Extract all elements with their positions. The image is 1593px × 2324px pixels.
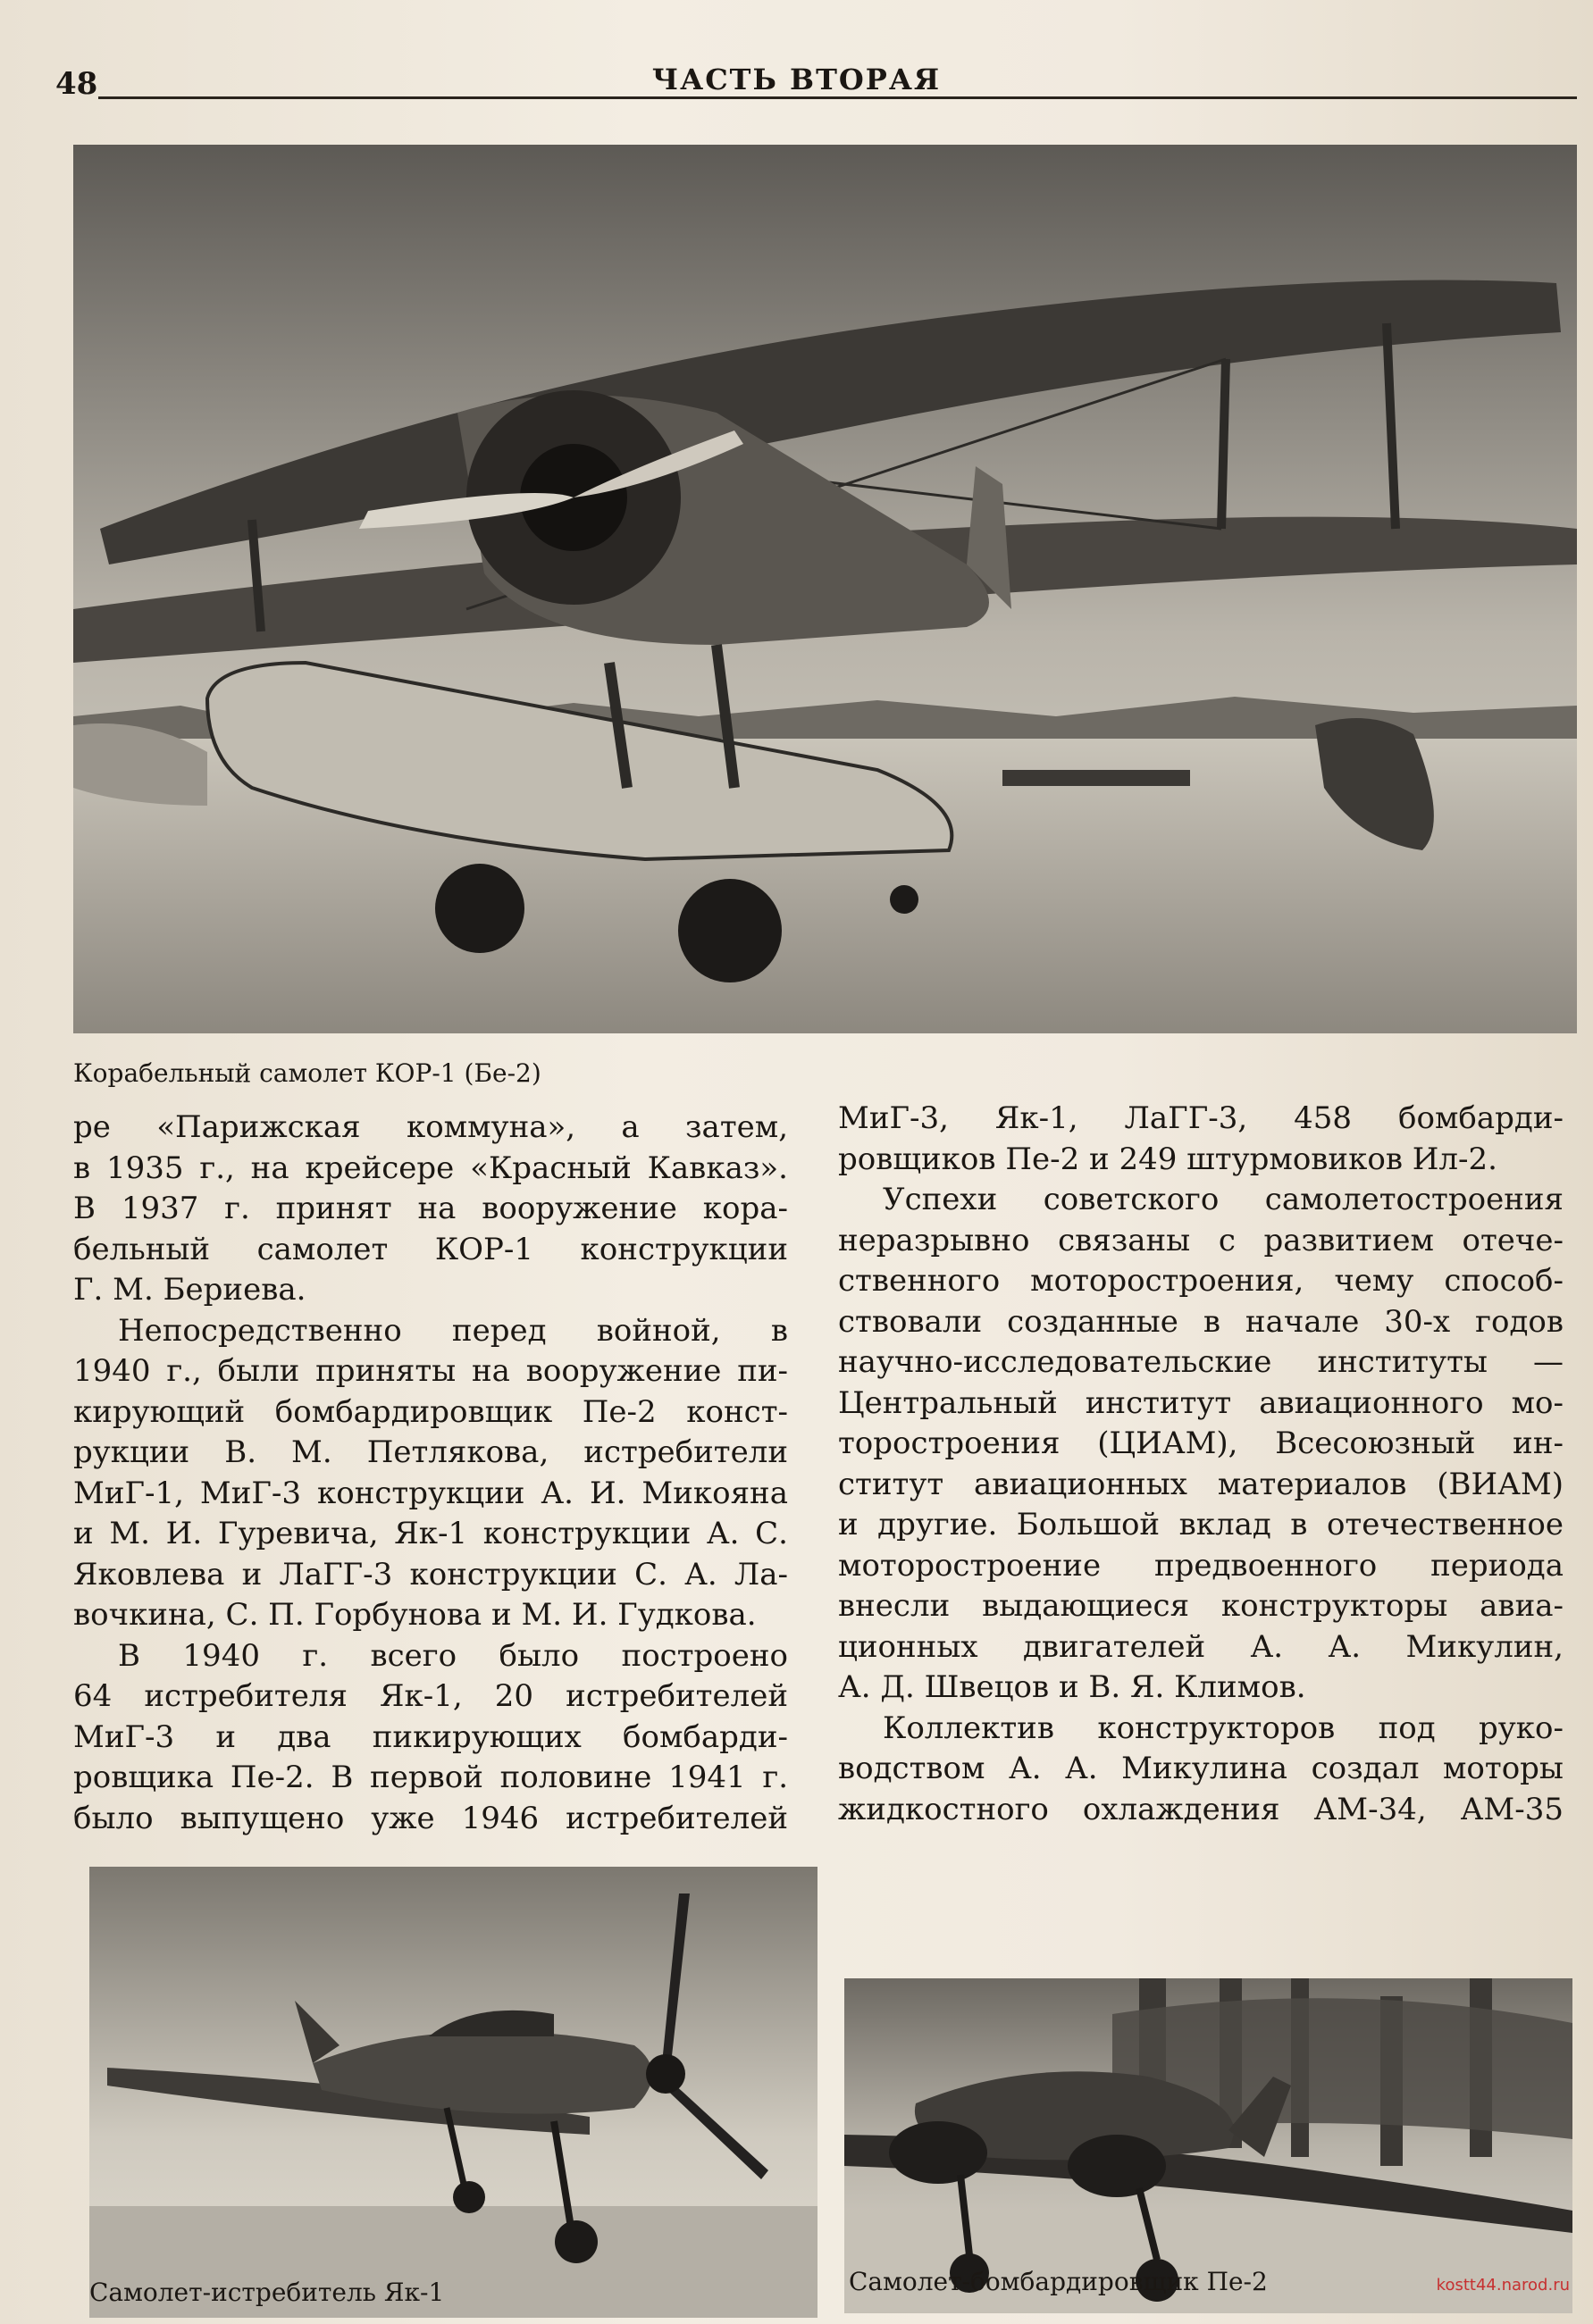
text-line: в 1935 г., на крейсере «Красный Кавказ». xyxy=(73,1149,788,1186)
text-line: ровщиков Пе-2 и 249 штурмовиков Ил-2. xyxy=(838,1141,1497,1177)
text-line: рукции В. М. Петлякова, истребители xyxy=(73,1434,788,1470)
text-line: Яковлева и ЛаГГ-3 конструкции С. А. Ла- xyxy=(73,1556,788,1593)
text-line: ре «Парижская коммуна», а затем, xyxy=(73,1109,788,1145)
text-line: Г. М. Бериева. xyxy=(73,1272,306,1308)
text-column-right xyxy=(838,1099,1564,1830)
text-line: В 1940 г. всего было построено xyxy=(118,1637,788,1674)
figure-caption-yak1: Самолет-истребитель Як-1 xyxy=(89,2278,445,2307)
header-rule xyxy=(98,96,1577,99)
text-column-left xyxy=(73,1108,788,1839)
text-line: торостроения (ЦИАМ), Всесоюзный ин- xyxy=(838,1425,1564,1461)
text-line: водством А. А. Микулина создал моторы xyxy=(838,1751,1564,1786)
text-line: бельный самолет КОР-1 конструкции xyxy=(73,1231,788,1267)
text-line: 64 истребителя Як-1, 20 истребителей xyxy=(73,1678,788,1714)
running-title: ЧАСТЬ ВТОРАЯ xyxy=(651,63,942,96)
text-line: неразрывно связаны с развитием отече- xyxy=(838,1222,1564,1258)
text-line: было выпущено уже 1946 истребителей xyxy=(73,1800,788,1836)
text-line: и М. И. Гуревича, Як-1 конструкции А. С. xyxy=(73,1516,788,1551)
photo-yak1-fighter xyxy=(89,1867,817,2318)
text-line: А. Д. Швецов и В. Я. Климов. xyxy=(838,1669,1306,1705)
text-line: Непосредственно перед войной, в xyxy=(118,1312,788,1349)
text-line: 1940 г., были приняты на вооружение пи- xyxy=(73,1353,788,1389)
text-line: МиГ-3 и два пикирующих бомбарди- xyxy=(73,1718,788,1755)
text-line: жидкостного охлаждения АМ-34, АМ-35 xyxy=(838,1791,1564,1827)
text-line: МиГ-3, Як-1, ЛаГГ-3, 458 бомбарди- xyxy=(838,1100,1564,1136)
text-line: ствовали созданные в начале 30-х годов xyxy=(838,1303,1564,1340)
text-line: ционных двигателей А. А. Микулин, xyxy=(838,1628,1564,1665)
text-line: ственного моторостроения, чему способ- xyxy=(838,1263,1564,1299)
text-line: научно-исследовательские институты — xyxy=(838,1344,1564,1380)
photo-kor1-seaplane xyxy=(73,145,1577,1033)
text-line: Коллектив конструкторов под руко- xyxy=(883,1710,1564,1746)
text-line: Центральный институт авиационного мо- xyxy=(838,1384,1564,1421)
text-line: внесли выдающиеся конструкторы авиа- xyxy=(838,1588,1564,1624)
text-line: МиГ-1, МиГ-3 конструкции А. И. Микояна xyxy=(73,1475,788,1511)
text-line: кирующий бомбардировщик Пе-2 конст- xyxy=(73,1393,788,1430)
site-watermark: kostt44.narod.ru xyxy=(1436,2276,1570,2295)
text-line: В 1937 г. принят на вооружение кора- xyxy=(73,1191,788,1226)
text-line: ровщика Пе-2. В первой половине 1941 г. xyxy=(73,1760,788,1795)
photo-pe2-bomber xyxy=(844,1978,1572,2313)
text-line: вочкина, С. П. Горбунова и М. И. Гудкова. xyxy=(73,1597,757,1633)
figure-caption-pe2: Самолет-бомбардировщик Пе-2 xyxy=(849,2267,1268,2296)
text-line: ститут авиационных материалов (ВИАМ) xyxy=(838,1466,1564,1502)
text-line: Успехи советского самолетостроения xyxy=(883,1182,1564,1217)
text-line: и другие. Большой вклад в отечественное xyxy=(838,1507,1564,1542)
figure-caption-main: Корабельный самолет КОР-1 (Бе-2) xyxy=(73,1058,541,1088)
page-number: 48 xyxy=(55,66,98,102)
text-line: моторостроение предвоенного периода xyxy=(838,1547,1564,1584)
